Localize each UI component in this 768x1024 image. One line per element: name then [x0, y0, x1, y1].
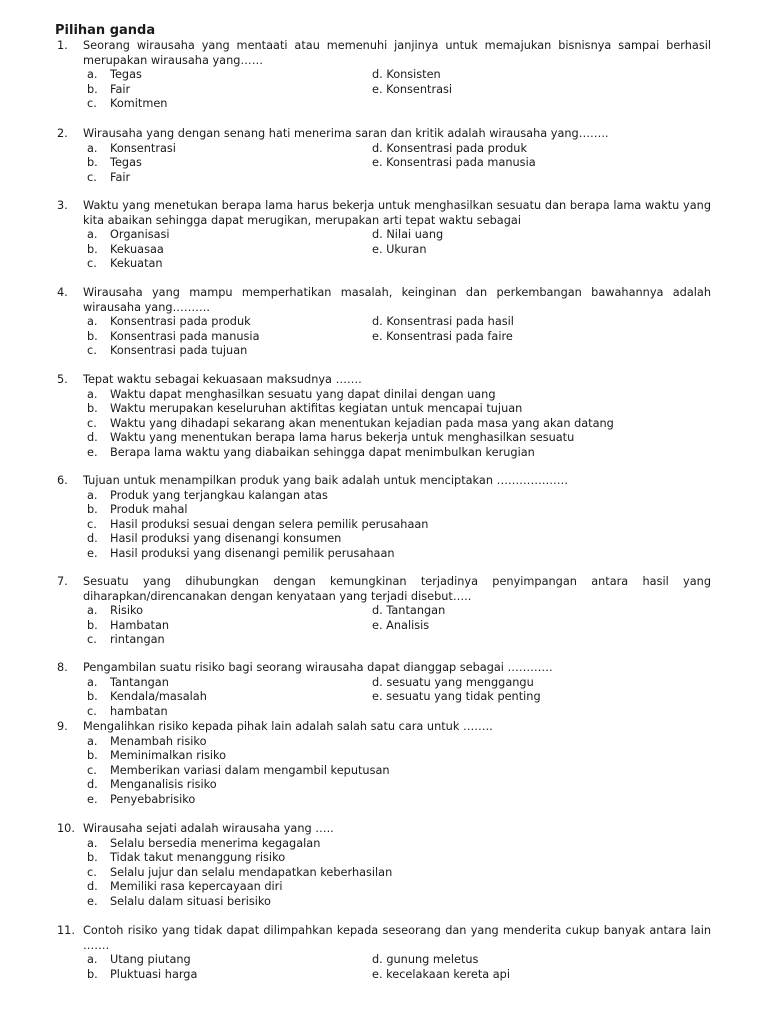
- option-item: [0, 417, 768, 432]
- option-item-right: e. Analisis: [372, 618, 430, 632]
- option-item: [0, 764, 768, 779]
- option-list: [0, 489, 768, 562]
- option-letter: a.: [87, 953, 98, 967]
- option-item-right: e. Konsentrasi: [372, 82, 453, 96]
- question-stem: [0, 661, 768, 676]
- option-item: [0, 489, 768, 504]
- option-item: [0, 866, 768, 881]
- question-number: 11.: [57, 924, 75, 937]
- option-text: Waktu yang menentukan berapa lama harus bekerja untuk menghasilkan sesuatu: [110, 431, 575, 445]
- option-letter: a.: [87, 315, 98, 329]
- option-item: [0, 880, 768, 895]
- question-item: [0, 373, 768, 461]
- option-item-right: e. Konsentrasi pada manusia: [372, 156, 536, 170]
- option-letter: b.: [87, 503, 98, 517]
- option-item-right: e. Konsentrasi pada faire: [372, 329, 513, 343]
- question-item: [0, 474, 768, 562]
- question-stem: [0, 720, 768, 735]
- option-list: [0, 953, 768, 982]
- question-text: Seorang wirausaha yang mentaati atau memenuhi janjinya untuk memajukan bisnisnya sampai berhasil merupakan wirausaha yang……: [83, 39, 711, 67]
- question-number: 3.: [57, 199, 68, 212]
- option-text: Produk mahal: [110, 503, 188, 517]
- option-text: Memiliki rasa kepercayaan diri: [110, 880, 283, 894]
- option-letter: b.: [87, 156, 98, 170]
- question-number: 8.: [57, 661, 68, 674]
- option-item: [0, 243, 768, 258]
- option-text: Kekuasaa: [110, 242, 164, 256]
- option-item: [0, 344, 768, 359]
- option-list: [0, 388, 768, 461]
- question-text: Wirausaha yang mampu memperhatikan masalah, keinginan dan perkembangan bawahannya adalah wirausaha yang……….: [83, 286, 711, 314]
- option-item: [0, 156, 768, 171]
- option-item: [0, 518, 768, 533]
- option-text: Waktu dapat menghasilkan sesuatu yang dapat dinilai dengan uang: [110, 387, 496, 401]
- option-text: Komitmen: [110, 97, 168, 111]
- option-item: [0, 315, 768, 330]
- option-item: [0, 793, 768, 808]
- option-text: Selalu jujur dan selalu mendapatkan keberhasilan: [110, 865, 393, 879]
- option-item: [0, 503, 768, 518]
- option-text: Konsentrasi pada tujuan: [110, 344, 248, 358]
- option-letter: a.: [87, 68, 98, 82]
- option-letter: c.: [87, 704, 97, 718]
- option-list: [0, 142, 768, 186]
- question-text: Pengambilan suatu risiko bagi seorang wirausaha dapat dianggap sebagai …………: [83, 661, 553, 674]
- option-letter: a.: [87, 836, 98, 850]
- option-item-right: d. Konsentrasi pada produk: [372, 141, 528, 155]
- option-text: Konsentrasi pada manusia: [110, 329, 260, 343]
- option-letter: c.: [87, 257, 97, 271]
- question-number: 10.: [57, 822, 75, 835]
- option-item-right: d. sesuatu yang menggangu: [372, 675, 534, 689]
- option-text: Hasil produksi yang disenangi konsumen: [110, 532, 342, 546]
- option-list: [0, 228, 768, 272]
- option-letter: a.: [87, 675, 98, 689]
- option-item: [0, 142, 768, 157]
- question-stem: [0, 39, 768, 68]
- option-item: [0, 968, 768, 983]
- question-item: [0, 924, 768, 982]
- option-letter: d.: [87, 431, 98, 445]
- option-item-right: d. Tantangan: [372, 604, 446, 618]
- option-letter: b.: [87, 618, 98, 632]
- option-item: [0, 532, 768, 547]
- option-list: [0, 676, 768, 720]
- option-text: Tegas: [110, 68, 142, 82]
- option-item-right: d. Konsentrasi pada hasil: [372, 315, 514, 329]
- option-item: [0, 749, 768, 764]
- option-letter: c.: [87, 97, 97, 111]
- option-text: Risiko: [110, 604, 144, 618]
- option-item: [0, 68, 768, 83]
- option-text: Pluktuasi harga: [110, 967, 198, 981]
- option-list: [0, 735, 768, 808]
- option-text: Penyebabrisiko: [110, 792, 196, 806]
- option-letter: c.: [87, 344, 97, 358]
- option-item: [0, 676, 768, 691]
- option-item: [0, 837, 768, 852]
- option-item: [0, 619, 768, 634]
- option-letter: b.: [87, 329, 98, 343]
- option-item: [0, 171, 768, 186]
- option-letter: b.: [87, 690, 98, 704]
- option-item: [0, 330, 768, 345]
- question-number: 4.: [57, 286, 68, 299]
- question-item: [0, 39, 768, 112]
- option-item: [0, 604, 768, 619]
- option-letter: c.: [87, 763, 97, 777]
- option-item: [0, 690, 768, 705]
- option-text: Hasil produksi yang disenangi pemilik perusahaan: [110, 546, 395, 560]
- option-text: Hasil produksi sesuai dengan selera pemilik perusahaan: [110, 517, 429, 531]
- option-item: [0, 388, 768, 403]
- question-text: Wirausaha sejati adalah wirausaha yang …..: [83, 822, 334, 835]
- option-item: [0, 953, 768, 968]
- question-stem: [0, 127, 768, 142]
- option-item: [0, 633, 768, 648]
- question-text: Contoh risiko yang tidak dapat dilimpahkan kepada seseorang dan yang menderita cukup banyak antara lain …….: [83, 924, 711, 952]
- question-text: Mengalihkan risiko kepada pihak lain adalah salah satu cara untuk ……..: [83, 720, 493, 733]
- option-text: Kekuatan: [110, 257, 163, 271]
- question-number: 5.: [57, 373, 68, 386]
- option-item: [0, 547, 768, 562]
- question-item: [0, 575, 768, 648]
- question-item: [0, 822, 768, 910]
- option-item-right: e. Ukuran: [372, 242, 427, 256]
- option-list: [0, 315, 768, 359]
- option-letter: e.: [87, 894, 98, 908]
- option-text: Menganalisis risiko: [110, 778, 217, 792]
- question-text: Sesuatu yang dihubungkan dengan kemungkinan terjadinya penyimpangan antara hasil yang diharapkan/direncanakan dengan kenyataan yang terjadi disebut…..: [83, 575, 711, 603]
- option-text: Utang piutang: [110, 953, 191, 967]
- question-text: Tepat waktu sebagai kekuasaan maksudnya …….: [83, 373, 362, 386]
- question-stem: [0, 575, 768, 604]
- option-text: hambatan: [110, 704, 168, 718]
- option-text: Selalu bersedia menerima kegagalan: [110, 836, 321, 850]
- option-item-right: d. Nilai uang: [372, 228, 444, 242]
- option-text: Waktu merupakan keseluruhan aktifitas kegiatan untuk mencapai tujuan: [110, 402, 523, 416]
- option-letter: c.: [87, 865, 97, 879]
- option-letter: b.: [87, 82, 98, 96]
- option-letter: c.: [87, 517, 97, 531]
- option-text: Tidak takut menanggung risiko: [110, 851, 286, 865]
- option-letter: a.: [87, 488, 98, 502]
- option-text: Konsentrasi pada produk: [110, 315, 251, 329]
- option-item: [0, 97, 768, 112]
- option-text: Meminimalkan risiko: [110, 749, 227, 763]
- option-item: [0, 851, 768, 866]
- question-number: 7.: [57, 575, 68, 588]
- option-text: Fair: [110, 82, 131, 96]
- option-text: Kendala/masalah: [110, 690, 207, 704]
- option-letter: b.: [87, 749, 98, 763]
- option-letter: c.: [87, 633, 97, 647]
- option-text: Tantangan: [110, 675, 169, 689]
- question-stem: [0, 373, 768, 388]
- option-item-right: e. sesuatu yang tidak penting: [372, 690, 541, 704]
- question-number: 2.: [57, 127, 68, 140]
- option-letter: c.: [87, 170, 97, 184]
- option-text: Tegas: [110, 156, 142, 170]
- option-text: Memberikan variasi dalam mengambil keputusan: [110, 763, 390, 777]
- question-item: [0, 661, 768, 719]
- option-text: Konsentrasi: [110, 141, 176, 155]
- option-letter: b.: [87, 967, 98, 981]
- option-list: [0, 68, 768, 112]
- option-letter: c.: [87, 416, 97, 430]
- question-item: [0, 199, 768, 272]
- question-stem: [0, 822, 768, 837]
- question-number: 1.: [57, 39, 68, 52]
- option-text: Fair: [110, 170, 131, 184]
- question-number: 9.: [57, 720, 68, 733]
- option-item: [0, 402, 768, 417]
- option-text: Waktu yang dihadapi sekarang akan menentukan kejadian pada masa yang akan datang: [110, 416, 614, 430]
- question-text: Waktu yang menetukan berapa lama harus bekerja untuk menghasilkan sesuatu dan berapa lama waktu yang kita abaikan sehingga dapat merugikan, merupakan arti tepat waktu sebagai: [83, 199, 711, 227]
- option-letter: e.: [87, 792, 98, 806]
- option-letter: a.: [87, 228, 98, 242]
- option-item-right: e. kecelakaan kereta api: [372, 967, 510, 981]
- question-item: [0, 286, 768, 359]
- question-text: Tujuan untuk menampilkan produk yang baik adalah untuk menciptakan ……………….: [83, 474, 568, 487]
- question-stem: [0, 474, 768, 489]
- option-letter: a.: [87, 387, 98, 401]
- option-text: Produk yang terjangkau kalangan atas: [110, 488, 328, 502]
- option-text: Hambatan: [110, 618, 170, 632]
- option-item: [0, 895, 768, 910]
- option-text: rintangan: [110, 633, 165, 647]
- option-letter: e.: [87, 546, 98, 560]
- option-text: Organisasi: [110, 228, 170, 242]
- option-item: [0, 228, 768, 243]
- option-item: [0, 705, 768, 720]
- option-letter: d.: [87, 532, 98, 546]
- option-item: [0, 735, 768, 750]
- question-stem: [0, 924, 768, 953]
- option-text: Menambah risiko: [110, 734, 207, 748]
- option-letter: b.: [87, 402, 98, 416]
- option-letter: d.: [87, 778, 98, 792]
- option-list: [0, 604, 768, 648]
- question-item: [0, 127, 768, 185]
- option-letter: a.: [87, 734, 98, 748]
- question-item: [0, 720, 768, 808]
- option-letter: d.: [87, 880, 98, 894]
- question-number: 6.: [57, 474, 68, 487]
- option-letter: b.: [87, 851, 98, 865]
- option-letter: e.: [87, 445, 98, 459]
- option-item: [0, 778, 768, 793]
- option-text: Selalu dalam situasi berisiko: [110, 894, 271, 908]
- option-item: [0, 83, 768, 98]
- option-text: Berapa lama waktu yang diabaikan sehingga dapat menimbulkan kerugian: [110, 445, 535, 459]
- option-item-right: d. Konsisten: [372, 68, 441, 82]
- question-stem: [0, 199, 768, 228]
- option-letter: a.: [87, 604, 98, 618]
- option-item-right: d. gunung meletus: [372, 953, 479, 967]
- question-text: Wirausaha yang dengan senang hati menerima saran dan kritik adalah wirausaha yang……..: [83, 127, 609, 140]
- question-stem: [0, 286, 768, 315]
- option-item: [0, 446, 768, 461]
- section-heading: Pilihan ganda: [55, 23, 156, 38]
- option-item: [0, 431, 768, 446]
- option-letter: b.: [87, 242, 98, 256]
- option-list: [0, 837, 768, 910]
- option-letter: a.: [87, 141, 98, 155]
- option-item: [0, 257, 768, 272]
